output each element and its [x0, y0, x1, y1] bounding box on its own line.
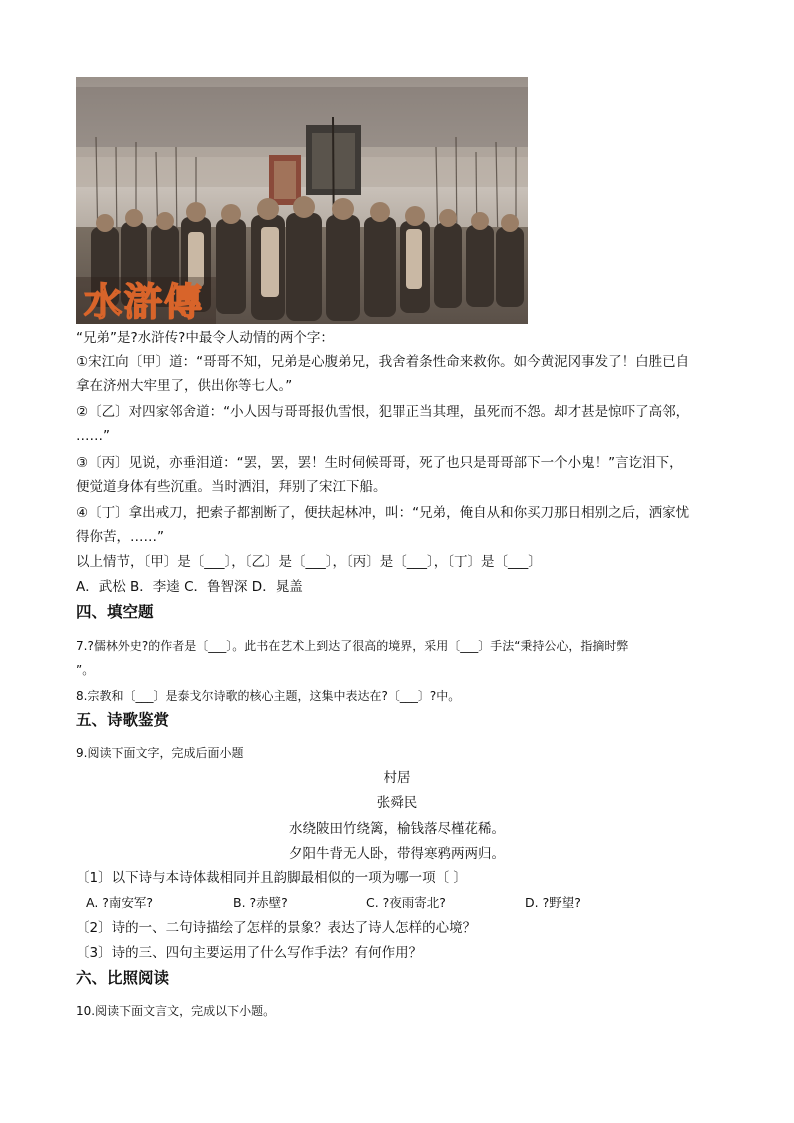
question-9-sub-3: 〔3〕诗的三、四句主要运用了什么写作手法？有何作用？ [76, 945, 423, 961]
passage-4-line-1: ④〔丁〕拿出戒刀，把索子都割断了，便扶起林冲，叫：“兄弟，俺自从和你买刀那日相别之后，洒家忧 [76, 505, 690, 521]
passage-2-line-2: ……” [76, 428, 110, 444]
question-9-sub-1: 〔1〕以下诗与本诗体裁相同并且韵脚最相似的一项为哪一项〔 〕 [76, 870, 467, 886]
poem-line-2: 夕阳牛背无人卧，带得寒鸦两两归。 [289, 846, 505, 862]
water-margin-photo [76, 77, 528, 324]
poem-author: 张舜民 [376, 795, 418, 811]
option-d: D. ?野望? [525, 895, 581, 910]
section-6-title: 六、比照阅读 [76, 969, 170, 987]
question-6-options: A．武松 B．李逵 C．鲁智深 D．晁盖 [76, 579, 303, 595]
photo-illustration [76, 77, 528, 324]
poem-line-1: 水绕陂田竹绕篱，榆钱落尽槿花稀。 [289, 821, 505, 837]
poem-title: 村居 [383, 770, 411, 786]
question-9-intro: 9.阅读下面文字，完成后面小题 [76, 746, 244, 760]
passage-2-line-1: ②〔乙〕对四家邻舍道：“小人因与哥哥报仇雪恨，犯罪正当其理，虽死而不怨。却才甚是惊吓了高邻， [76, 404, 690, 420]
section-5-title: 五、诗歌鉴赏 [76, 711, 170, 729]
question-8: 8.宗教和〔___〕是泰戈尔诗歌的核心主题，这集中表达在?〔___〕?中。 [76, 689, 461, 703]
water-margin-logo [84, 279, 204, 324]
option-a: A. ?南安军? [86, 895, 154, 910]
section-4-title: 四、填空题 [76, 603, 154, 621]
question-6-stem: 以上情节，〔甲〕是〔___〕，〔乙〕是〔___〕，〔丙〕是〔___〕，〔丁〕是〔___〕 [76, 554, 542, 570]
passage-1-line-1: ①宋江向〔甲〕道：“哥哥不知，兄弟是心腹弟兄，我舍着条性命来救你。如今黄泥冈事发了！白胜已自 [76, 354, 690, 370]
question-7-line-1: 7.?儒林外史?的作者是〔___〕。此书在艺术上到达了很高的境界，采用〔___〕手法“秉持公心，指摘时弊 [76, 639, 629, 653]
passage-3-line-2: 便觉道身体有些沉重。当时洒泪，拜别了宋江下船。 [76, 479, 387, 495]
option-b: B. ?赤壁? [233, 895, 288, 910]
passage-3-line-1: ③〔丙〕见说，亦垂泪道：“罢，罢，罢！生时伺候哥哥，死了也只是哥哥部下一个小鬼！”言讫泪下， [76, 455, 683, 471]
option-c: C. ?夜雨寄北? [366, 895, 446, 910]
passage-4-line-2: 得你苦，……” [76, 529, 164, 545]
question-10: 10.阅读下面文言文，完成以下小题。 [76, 1004, 276, 1018]
intro-text: “兄弟”是?水浒传?中最令人动情的两个字： [76, 330, 334, 346]
question-9-sub-2: 〔2〕诗的一、二句诗描绘了怎样的景象？表达了诗人怎样的心境？ [76, 920, 477, 936]
question-7-line-2: ”。 [76, 663, 95, 677]
passage-1-line-2: 拿在济州大牢里了，供出你等七人。” [76, 378, 293, 394]
svg-text:水滸傳: 水滸傳 [84, 279, 205, 324]
